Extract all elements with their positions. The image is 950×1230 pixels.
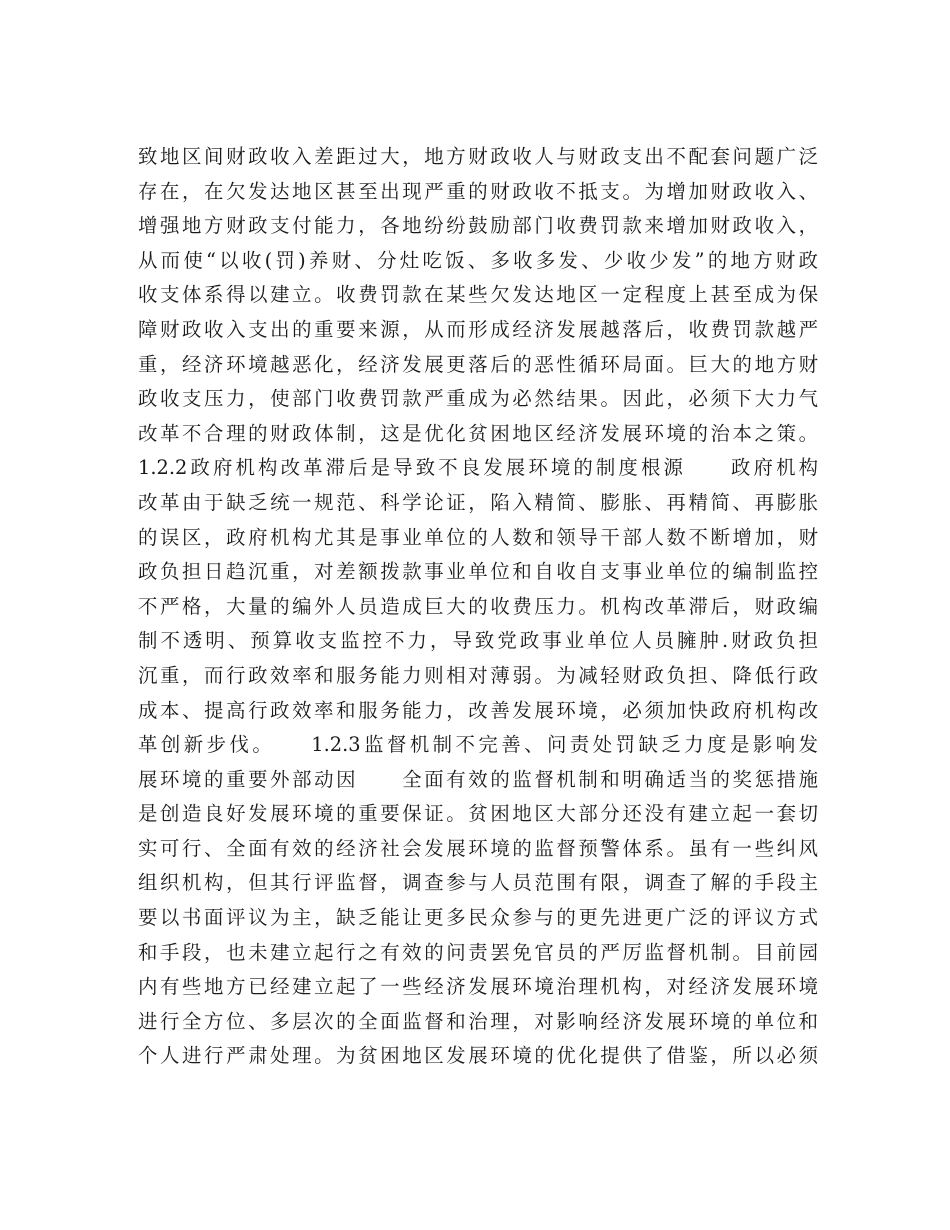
text-line: 成本、提高行政效率和服务能力，改善发展环境，必须加快政府机构改 (138, 698, 818, 722)
text-line: 沉重，而行政效率和服务能力则相对薄弱。为减轻财政负担、降低行政 (138, 663, 818, 687)
text-line: 的误区，政府机构尤其是事业单位的人数和领导干部人数不断增加，财 (138, 525, 818, 549)
text-line: 不严格，大量的编外人员造成巨大的收费压力。机构改革滞后，财政编 (138, 594, 818, 618)
text-line: 内有些地方已经建立起了一些经济发展环境治理机构，对经济发展环境 (138, 975, 818, 999)
text-line: 要以书面评议为主，缺乏能让更多民众参与的更先进更广泛的评议方式 (138, 906, 818, 930)
text-line: 重，经济环境越恶化，经济发展更落后的恶性循环局面。巨大的地方财 (138, 352, 818, 376)
text-line: 存在，在欠发达地区甚至出现严重的财政收不抵支。为增加财政收入、 (138, 179, 818, 203)
text-line: 和手段，也未建立起行之有效的问责罢免官员的严厉监督机制。目前园 (138, 940, 818, 964)
text-line: 障财政收入支出的重要来源，从而形成经济发展越落后，收费罚款越严 (138, 317, 818, 341)
text-line: 收支体系得以建立。收费罚款在某些欠发达地区一定程度上甚至成为保 (138, 283, 818, 307)
text-line: 是创造良好发展环境的重要保证。贫困地区大部分还没有建立起一套切 (138, 802, 818, 826)
text-line: 革创新步伐。 1.2.3监督机制不完善、问责处罚缺乏力度是影响发 (138, 733, 818, 757)
text-line: 展环境的重要外部动因 全面有效的监督机制和明确适当的奖惩措施 (138, 767, 818, 791)
text-line: 改革由于缺乏统一规范、科学论证，陷入精简、膨胀、再精简、再膨胀 (138, 490, 818, 514)
text-line: 进行全方位、多层次的全面监督和治理，对影响经济发展环境的单位和 (138, 1009, 818, 1033)
body-text (138, 140, 818, 1074)
text-line: 1.2.2政府机构改革滞后是导致不良发展环境的制度根源 政府机构 (138, 456, 818, 480)
text-line: 致地区间财政收入差距过大，地方财政收人与财政支出不配套问题广泛 (138, 145, 818, 168)
text-line: 个人进行严肃处理。为贫困地区发展环境的优化提供了借鉴，所以必须 (138, 1044, 818, 1068)
text-line: 实可行、全面有效的经济社会发展环境的监督预警体系。虽有一些纠风 (138, 836, 818, 860)
text-line: 政收支压力，使部门收费罚款严重成为必然结果。因此，必须下大力气 (138, 387, 818, 411)
text-line: 制不透明、预算收支监控不力，导致党政事业单位人员臃肿.财政负担 (138, 629, 818, 653)
text-line: 改革不合理的财政体制，这是优化贫困地区经济发展环境的治本之策。 (138, 421, 818, 445)
text-line: 组织机构，但其行评监督，调查参与人员范围有限，调查了解的手段主 (138, 871, 818, 895)
text-line: 政负担日趋沉重，对差额拨款事业单位和自收自支事业单位的编制监控 (138, 560, 818, 584)
text-line: 从而使“以收(罚)养财、分灶吃饭、多收多发、少收少发”的地方财政 (138, 248, 818, 272)
text-line: 增强地方财政支付能力，各地纷纷鼓励部门收费罚款来增加财政收入， (138, 214, 818, 238)
